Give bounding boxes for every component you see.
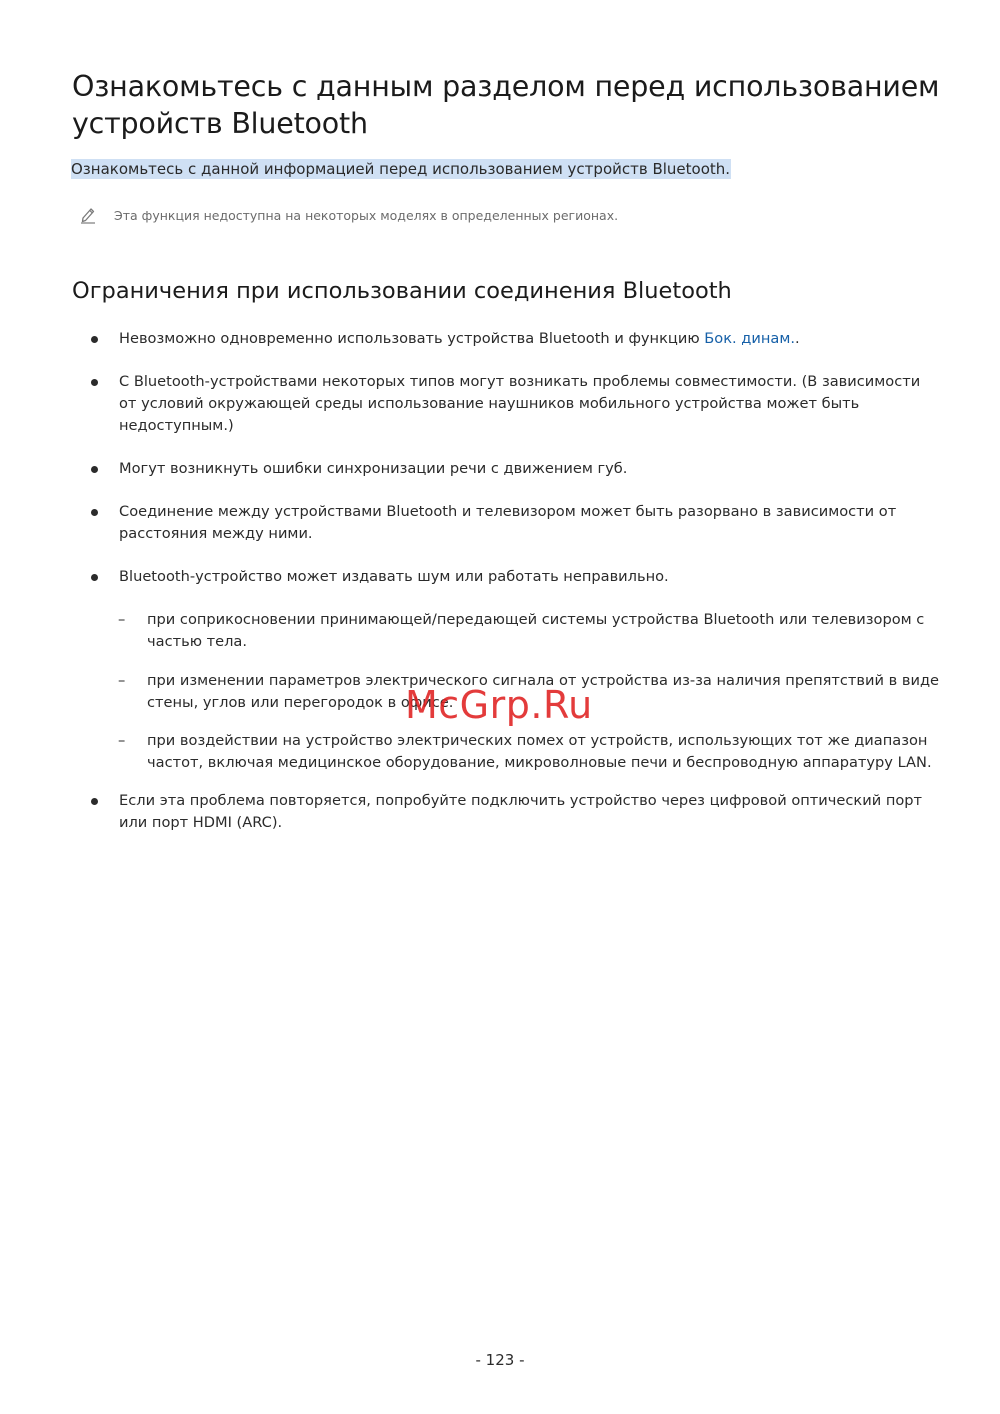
dash-marker: – (118, 672, 126, 689)
list-item-text: Bluetooth-устройство может издавать шум или работать неправильно. (119, 568, 669, 585)
bullet-dot (91, 336, 98, 343)
dash-marker: – (118, 732, 126, 749)
bullet-dot (91, 509, 98, 516)
sub-list-item-text: при соприкосновении принимающей/передающей системы устройства Bluetooth или телевизором с частью тела. (147, 611, 925, 650)
list-item (119, 328, 939, 350)
page-title: Ознакомьтесь с данным разделом перед использованием устройств Bluetooth (72, 70, 940, 140)
pencil-icon (80, 206, 96, 224)
bullet-dot (91, 798, 98, 805)
list-item-text: Могут возникнуть ошибки синхронизации речи с движением губ. (119, 460, 628, 477)
list-item (119, 371, 939, 437)
note-text: Эта функция недоступна на некоторых моделях в определенных регионах. (114, 208, 619, 223)
bullet-dot (91, 379, 98, 386)
bullet-dot (91, 574, 98, 581)
bullet-dot (91, 466, 98, 473)
dash-marker: – (118, 611, 126, 628)
list-item (119, 458, 939, 480)
section-title: Ограничения при использовании соединения Bluetooth (72, 278, 732, 304)
sub-list-item-text: при воздействии на устройство электрических помех от устройств, использующих тот же диапазон частот, включая медицинское оборудование, микроволновые печи и беспроводную аппаратуру LAN. (147, 732, 932, 771)
sub-list-item (118, 609, 947, 653)
summary-highlight: Ознакомьтесь с данной информацией перед использованием устройств Bluetooth. (71, 160, 731, 178)
list-item-text: Соединение между устройствами Bluetooth и телевизором может быть разорвано в зависимости от расстояния между ними. (119, 503, 897, 542)
watermark: McGrp.Ru (405, 683, 593, 727)
list-item (119, 566, 939, 588)
list-item (119, 501, 939, 545)
side-speaker-link[interactable]: Бок. динам. (704, 330, 796, 347)
list-item-text-end: . (795, 330, 800, 347)
section-summary (71, 157, 731, 181)
list-item (119, 790, 939, 834)
list-item-text: С Bluetooth-устройствами некоторых типов могут возникать проблемы совместимости. (В зависимости от условий окружающей среды использование наушников мобильного устройства может быть недоступным.) (119, 373, 921, 434)
page-number: - 123 - (475, 1351, 525, 1369)
list-item-text: Если эта проблема повторяется, попробуйте подключить устройство через цифровой оптический порт или порт HDMI (ARC). (119, 792, 923, 831)
sub-list-item-text: при изменении параметров электрического сигнала от устройства из-за наличия препятствий в виде стены, углов или перегородок в офисе. (147, 672, 940, 711)
list-item-text: Невозможно одновременно использовать устройства Bluetooth и функцию (119, 330, 705, 347)
sub-list-item (118, 730, 947, 774)
